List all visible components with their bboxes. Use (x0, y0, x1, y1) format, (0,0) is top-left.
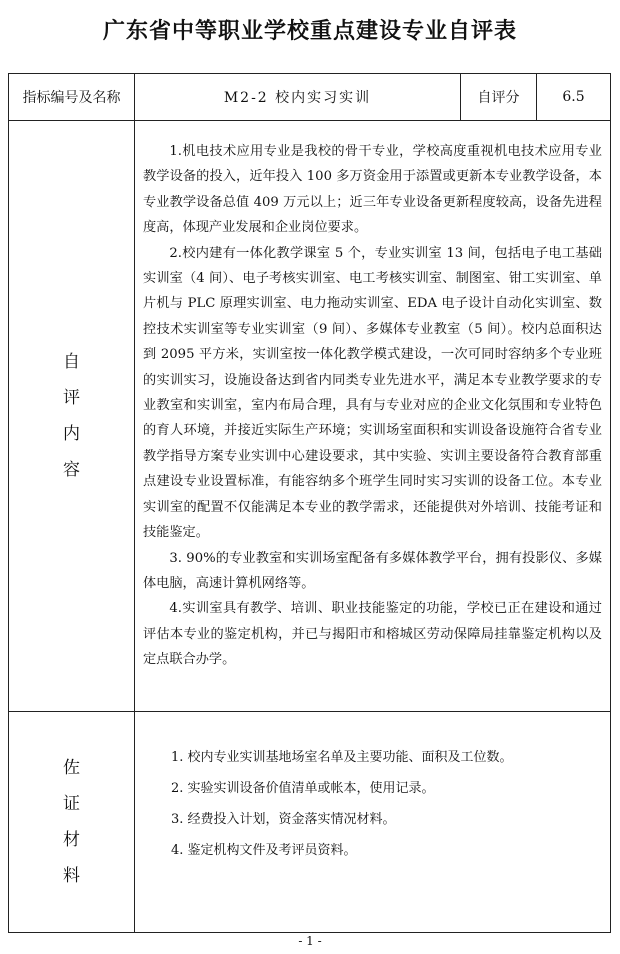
evidence-label-char: 材 (63, 830, 80, 850)
header-row (9, 74, 611, 121)
evidence-row (9, 712, 611, 933)
document-title: 广东省中等职业学校重点建设专业自评表 (102, 19, 517, 44)
index-value: M2-2 校内实习实训 (135, 74, 461, 121)
content-row (9, 121, 611, 712)
score-value: 6.5 (537, 74, 611, 121)
page-number: - 1 - (298, 934, 322, 948)
content-label-char: 内 (63, 424, 80, 444)
content-paragraph: 4.实训室具有教学、培训、职业技能鉴定的功能，学校已正在建设和通过评估本专业的鉴定机构，并已与揭阳市和榕城区劳动保障局挂靠鉴定机构以及定点联合办学。 (143, 601, 602, 668)
content-label-char: 容 (63, 460, 80, 480)
self-evaluation-table (8, 73, 611, 933)
content-label (9, 121, 135, 712)
evidence-item: 3. 经费投入计划，资金落实情况材料。 (171, 812, 396, 827)
content-paragraph: 1.机电技术应用专业是我校的骨干专业，学校高度重视机电技术应用专业教学设备的投入，近年投入 100 多万资金用于添置或更新本专业教学设备，本专业教学设备总值 409 万元以上；近三年专业设备更新程度较高，设备先进程度高，体现产业发展和企业岗位要求。 (143, 144, 602, 236)
evidence-item: 1. 校内专业实训基地场室名单及主要功能、面积及工位数。 (171, 750, 513, 765)
evidence-item: 2. 实验实训设备价值清单或帐本，使用记录。 (171, 781, 435, 796)
score-label: 自评分 (461, 74, 537, 121)
content-paragraph: 3. 90%的专业教室和实训场室配备有多媒体教学平台，拥有投影仪、多媒体电脑，高速计算机网络等。 (143, 550, 602, 591)
content-label-char: 自 (63, 352, 80, 372)
evidence-label-char: 证 (63, 794, 80, 814)
evidence-label-char: 料 (63, 866, 80, 886)
evidence-body (135, 712, 611, 933)
content-body (135, 121, 611, 712)
content-label-char: 评 (63, 388, 80, 408)
evidence-item: 4. 鉴定机构文件及考评员资料。 (171, 843, 357, 858)
index-label: 指标编号及名称 (9, 74, 135, 121)
content-paragraph: 2.校内建有一体化教学课室 5 个，专业实训室 13 间，包括电子电工基础实训室（4 间）、电子考核实训室、电工考核实训室、制图室、钳工实训室、单片机与 PLC 原理实训室、电力拖动实训室、EDA 电子设计自动化实训室、数控技术实训室等专业实训室（9 间）、多媒体专业教室（5 间）。校内总面积达到 2095 平方米，实训室按一体化教学模式建设，一次可同时容纳多个专业班的实训实习，设施设备达到省内同类专业先进水平，满足本专业教学要求的专业教室和实训室，室内布局合理，具有与专业对应的企业文化氛围和专业特色的育人环境，并接近实际生产环境；实训场室面积和实训设备设施符合省专业教学指导方案专业实训中心建设要求，其中实验、实训主要设备符合教育部重点建设专业设置标准，有能容纳多个班学生同时实习实训的设备工位。本专业实训室的配置不仅能满足本专业的教学需求，还能提供对外培训、技能考证和技能鉴定。 (143, 245, 602, 541)
evidence-label (9, 712, 135, 933)
evidence-label-char: 佐 (63, 758, 80, 778)
